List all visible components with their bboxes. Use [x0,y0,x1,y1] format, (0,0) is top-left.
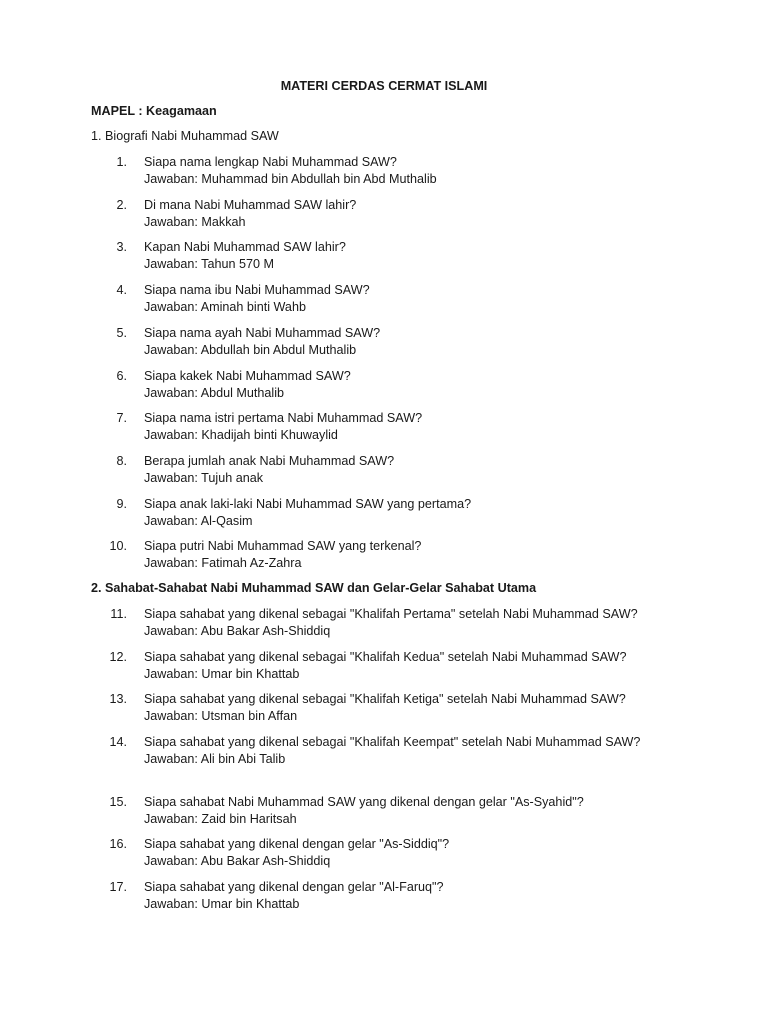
question-text: Siapa sahabat yang dikenal dengan gelar "Al-Faruq"? [144,880,444,894]
answer-text: Jawaban: Abdullah bin Abdul Muthalib [144,343,357,357]
question-text: Siapa putri Nabi Muhammad SAW yang terkenal? [144,539,422,553]
question-text: Berapa jumlah anak Nabi Muhammad SAW? [144,454,395,468]
question-text: Siapa sahabat yang dikenal sebagai "Khalifah Pertama" setelah Nabi Muhammad SAW? [144,607,638,621]
answer-text: Jawaban: Abu Bakar Ash-Shiddiq [144,624,331,638]
answer-text: Jawaban: Tahun 570 M [144,257,274,271]
question-number: 8. [116,454,127,468]
document-title: MATERI CERDAS CERMAT ISLAMI [280,79,488,93]
question-number: 7. [116,411,127,425]
question-text: Siapa sahabat Nabi Muhammad SAW yang dikenal dengan gelar "As-Syahid"? [144,795,584,809]
question-number: 5. [116,326,127,340]
question-text: Siapa nama ayah Nabi Muhammad SAW? [144,326,381,340]
answer-text: Jawaban: Al-Qasim [144,514,253,528]
answer-text: Jawaban: Ali bin Abi Talib [144,752,286,766]
answer-text: Jawaban: Umar bin Khattab [144,667,300,681]
question-number: 4. [116,283,127,297]
question-number: 12. [109,650,127,664]
question-text: Siapa nama istri pertama Nabi Muhammad SAW? [144,411,423,425]
question-number: 15. [109,795,127,809]
question-text: Siapa anak laki-laki Nabi Muhammad SAW yang pertama? [144,497,472,511]
answer-text: Jawaban: Fatimah Az-Zahra [144,556,302,570]
question-text: Siapa kakek Nabi Muhammad SAW? [144,369,351,383]
question-text: Siapa sahabat yang dikenal dengan gelar "As-Siddiq"? [144,837,450,851]
question-text: Di mana Nabi Muhammad SAW lahir? [144,198,357,212]
question-number: 14. [109,735,127,749]
question-number: 3. [116,240,127,254]
answer-text: Jawaban: Zaid bin Haritsah [144,812,297,826]
answer-text: Jawaban: Abu Bakar Ash-Shiddiq [144,854,331,868]
question-number: 13. [109,692,127,706]
answer-text: Jawaban: Aminah binti Wahb [144,300,306,314]
question-text: Kapan Nabi Muhammad SAW lahir? [144,240,346,254]
answer-text: Jawaban: Makkah [144,215,246,229]
answer-text: Jawaban: Tujuh anak [144,471,264,485]
question-text: Siapa sahabat yang dikenal sebagai "Khalifah Kedua" setelah Nabi Muhammad SAW? [144,650,627,664]
subject-label: MAPEL : Keagamaan [91,104,217,118]
question-number: 1. [116,155,127,169]
question-text: Siapa nama ibu Nabi Muhammad SAW? [144,283,370,297]
question-text: Siapa sahabat yang dikenal sebagai "Khalifah Keempat" setelah Nabi Muhammad SAW? [144,735,641,749]
answer-text: Jawaban: Khadijah binti Khuwaylid [144,428,338,442]
question-number: 10. [109,539,127,553]
answer-text: Jawaban: Umar bin Khattab [144,897,300,911]
question-text: Siapa nama lengkap Nabi Muhammad SAW? [144,155,397,169]
section-heading-sahabat: 2. Sahabat-Sahabat Nabi Muhammad SAW dan Gelar-Gelar Sahabat Utama [91,581,537,595]
question-number: 6. [116,369,127,383]
question-number: 2. [116,198,127,212]
section-heading-biografi: 1. Biografi Nabi Muhammad SAW [91,129,279,143]
answer-text: Jawaban: Utsman bin Affan [144,709,298,723]
question-text: Siapa sahabat yang dikenal sebagai "Khalifah Ketiga" setelah Nabi Muhammad SAW? [144,692,626,706]
question-number: 11. [110,607,127,621]
answer-text: Jawaban: Muhammad bin Abdullah bin Abd Muthalib [144,172,437,186]
question-number: 9. [116,497,127,511]
answer-text: Jawaban: Abdul Muthalib [144,386,285,400]
question-number: 17. [109,880,127,894]
question-number: 16. [109,837,127,851]
